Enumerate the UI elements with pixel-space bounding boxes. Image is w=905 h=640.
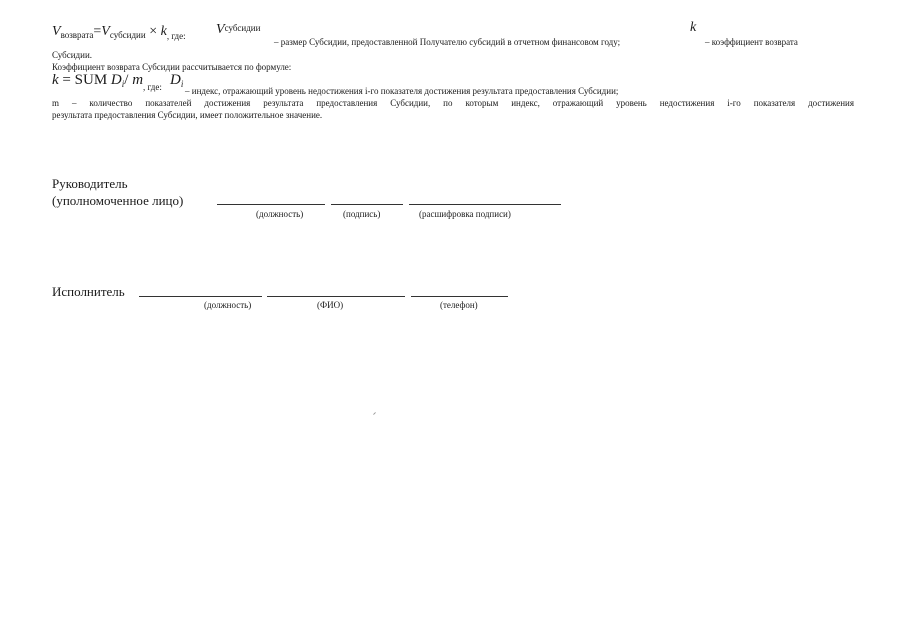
head-decode-line <box>409 204 561 205</box>
v-subsidy-definition <box>216 22 260 38</box>
div-sign: / <box>124 72 129 88</box>
k-symbol-definition: k <box>690 20 697 35</box>
v-sub-subsidy-2: субсидии <box>224 23 261 33</box>
v-sub-subsidy: субсидии <box>109 30 146 40</box>
k-symbol: k <box>160 24 167 39</box>
exec-caption-phone: (телефон) <box>440 300 478 310</box>
d-symbol: D <box>110 72 122 88</box>
v-sub-return: возврата <box>60 30 94 40</box>
exec-name-line <box>267 296 405 297</box>
head-position-line <box>217 204 325 205</box>
exec-position-line <box>139 296 262 297</box>
formula-coefficient <box>52 72 162 92</box>
k-lhs: k <box>52 72 59 88</box>
scan-speck <box>373 412 376 415</box>
d-symbol-definition <box>170 72 183 89</box>
times-sign: × <box>149 24 158 39</box>
m-symbol: m <box>132 72 144 88</box>
m-desc-line2: результата предоставления Субсидии, имеет положительное значение. <box>52 110 323 120</box>
d-symbol-2: D <box>170 72 181 88</box>
where-text: , где: <box>166 31 186 41</box>
k-desc: – коэффициент возврата <box>705 37 798 47</box>
k-desc-cont: Субсидии. <box>52 50 93 60</box>
m-desc-line1: m – количество показателей достижения результата предоставления Субсидии, по которым индекс, отражающий уровень недостижения i-го показателя достижения <box>52 98 854 108</box>
exec-caption-name: (ФИО) <box>317 300 344 310</box>
equals-sign-2: = <box>62 72 71 88</box>
exec-phone-line <box>411 296 508 297</box>
sum-text: SUM <box>74 72 108 88</box>
d-desc: – индекс, отражающий уровень недостижения i-го показателя достижения результата предоставления Субсидии; <box>185 86 619 96</box>
v-symbol: V <box>52 24 61 39</box>
formula-return-volume <box>52 24 186 40</box>
head-subtitle: (уполномоченное лицо) <box>52 193 184 208</box>
exec-caption-position: (должность) <box>204 300 252 310</box>
head-caption-decode: (расшифровка подписи) <box>419 209 511 219</box>
coef-intro: Коэффициент возврата Субсидии рассчитывается по формуле: <box>52 62 292 72</box>
head-signature-line <box>331 204 403 205</box>
v-subsidy-desc: – размер Субсидии, предоставленной Получателю субсидий в отчетном финансовом году; <box>274 37 621 47</box>
head-title: Руководитель <box>52 176 128 191</box>
v-symbol-2: V <box>101 24 110 39</box>
where-text-2: , где: <box>143 82 162 92</box>
head-caption-position: (должность) <box>256 209 304 219</box>
d-sub-i: i <box>121 79 125 89</box>
exec-title: Исполнитель <box>52 284 125 299</box>
equals-sign: = <box>93 24 102 39</box>
d-sub-i-2: i <box>180 79 184 89</box>
v-symbol-3: V <box>216 22 225 37</box>
head-caption-signature: (подпись) <box>343 209 381 219</box>
